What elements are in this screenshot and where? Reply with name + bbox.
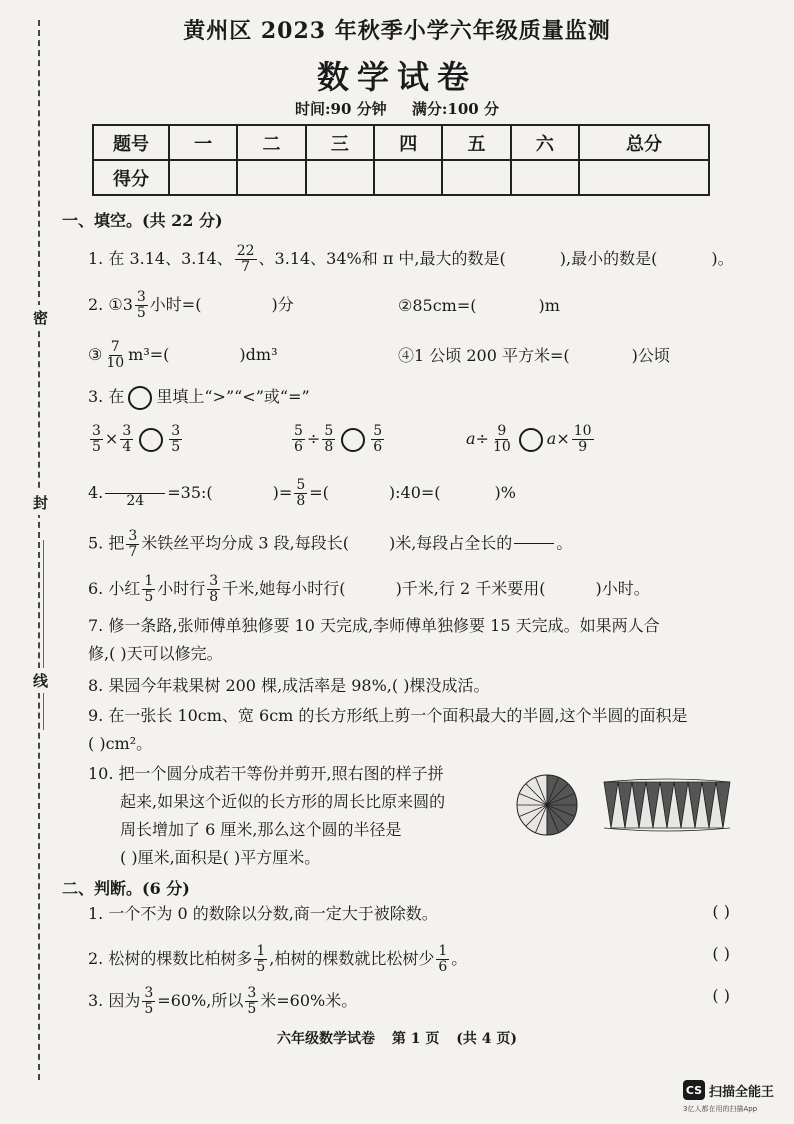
judge-2-answer[interactable]: ( ) [712, 944, 730, 963]
question-10-line4[interactable]: ( )厘米,面积是( )平方厘米。 [120, 848, 321, 867]
binding-solid-line [43, 540, 44, 730]
exam-subject: 数学试卷 [316, 58, 477, 96]
question-1: 1. 在 3.14、3.1̇4̇、 $\frac{22}{7}$ 、3.14、34%和 π 中,最大的数是( ),最小的数是( )。 [88, 243, 734, 275]
question-3b: $\frac{5}{6}$ ÷ $\frac{5}{8}$ $\frac{5}{6}$ [294, 423, 383, 455]
footer-grade: 六年级数学试卷 [277, 1031, 375, 1047]
compare-circle[interactable] [519, 428, 543, 452]
rearranged-rectangle-icon [604, 779, 730, 831]
circle-rearrange-figure [512, 770, 734, 840]
question-3c: a÷ $\frac{9}{10}$ a× $\frac{10}{9}$ [466, 423, 592, 455]
question-5: 5. 把 $\frac{3}{7}$ 米铁丝平均分成 3 段,每段长( )米,每段占全长的 。 [88, 527, 573, 560]
score-cell-6[interactable] [511, 160, 579, 195]
question-2c: ③ $\frac{7}{10}$ m³=( )dm³ [88, 339, 278, 371]
exam-full-score: 满分:100 分 [411, 100, 499, 118]
question-3a: $\frac{3}{5}$ × $\frac{3}{4}$ $\frac{3}{5}$ [92, 423, 181, 455]
judge-2: 2. 松树的棵数比柏树多 $\frac{1}{5}$ ,柏树的棵数就比松树少 $\frac{1}{6}$ 。 [88, 943, 468, 975]
score-col-3: 三 [306, 125, 374, 160]
answer-blank[interactable] [514, 528, 554, 544]
score-table [92, 124, 710, 196]
judge-3: 3. 因为 $\frac{3}{5}$ =60%,所以 $\frac{3}{5}$ 米=60%米。 [88, 985, 358, 1017]
binding-char-feng: 封 [33, 490, 48, 515]
compare-circle[interactable] [139, 428, 163, 452]
page-footer [0, 1028, 794, 1048]
judge-3-answer[interactable]: ( ) [712, 986, 730, 1005]
score-col-5: 五 [442, 125, 510, 160]
question-8[interactable]: 8. 果园今年栽果树 200 棵,成活率是 98%,( )棵没成活。 [88, 676, 490, 695]
score-col-2: 二 [237, 125, 305, 160]
footer-page: 第 1 页 [391, 1031, 440, 1047]
footer-total: (共 4 页) [456, 1031, 517, 1047]
question-4: 4. 24 =35:( )= $\frac{5}{8}$ =( ):40=( )% [88, 477, 516, 509]
score-col-total: 总分 [579, 125, 709, 160]
exam-duration: 时间:90 分钟 [295, 100, 387, 118]
score-cell-2[interactable] [237, 160, 305, 195]
question-7-line2[interactable]: 修,( )天可以修完。 [88, 644, 223, 663]
score-cell-5[interactable] [442, 160, 510, 195]
sectored-circle-icon [517, 775, 577, 835]
question-7-line1: 7. 修一条路,张师傅单独修要 10 天完成,李师傅单独修要 15 天完成。如果两人合 [88, 616, 660, 635]
score-col-label: 题号 [93, 125, 169, 160]
score-cell-4[interactable] [374, 160, 442, 195]
question-2a: 2. ①3 $\frac{3}{5}$ 小时=( )分 [88, 289, 294, 321]
brand-name: 扫描全能王 [709, 1084, 775, 1100]
score-table-score-row [93, 160, 709, 195]
score-cell-1[interactable] [169, 160, 237, 195]
score-col-4: 四 [374, 125, 442, 160]
section-judge-title: 二、判断。(6 分) [62, 879, 190, 898]
fraction: $\frac{7}{10}$ [106, 339, 125, 371]
binding-char-xian: 线 [33, 668, 48, 693]
scanner-brand [683, 1080, 774, 1100]
question-6: 6. 小红 $\frac{1}{5}$ 小时行 $\frac{3}{8}$ 千米,她每小时行( )千米,行 2 千米要用( )小时。 [88, 573, 650, 605]
answer-blank[interactable] [105, 478, 165, 494]
question-10-line3: 周长增加了 6 厘米,那么这个圆的半径是 [120, 820, 402, 839]
question-10-line2: 起来,如果这个近似的长方形的周长比原来圆的 [120, 792, 446, 811]
question-10-line1: 10. 把一个圆分成若干等份并剪开,照右图的样子拼 [88, 764, 444, 783]
exam-title: 黄州区 2023 年秋季小学六年级质量监测 [183, 18, 611, 44]
question-2b: ②85cm=( )m [398, 296, 560, 315]
score-col-6: 六 [511, 125, 579, 160]
camscanner-logo-icon: CS [683, 1080, 705, 1100]
judge-1-answer[interactable]: ( ) [712, 902, 730, 921]
brand-tagline: 3亿人都在用的扫描App [683, 1105, 758, 1113]
question-3: 3. 在 里填上“>”“<”或“=” [88, 385, 310, 410]
section-fill-blank-title: 一、填空。(共 22 分) [62, 211, 223, 230]
score-row-label: 得分 [93, 160, 169, 195]
score-table-header-row [93, 125, 709, 160]
binding-char-mi: 密 [33, 305, 48, 330]
binding-dashed-line [38, 20, 40, 1080]
question-9-line1: 9. 在一张长 10cm、宽 6cm 的长方形纸上剪一个面积最大的半圆,这个半圆的面积是 [88, 706, 688, 725]
score-cell-total[interactable] [579, 160, 709, 195]
exam-time-info [0, 98, 794, 119]
compare-circle[interactable] [341, 428, 365, 452]
fraction: $\frac{22}{7}$ [236, 243, 255, 275]
score-col-1: 一 [169, 125, 237, 160]
question-9-line2[interactable]: ( )cm²。 [88, 734, 153, 753]
score-cell-3[interactable] [306, 160, 374, 195]
compare-circle-icon [128, 386, 152, 410]
fraction: $\frac{3}{5}$ [136, 289, 146, 321]
judge-1: 1. 一个不为 0 的数除以分数,商一定大于被除数。 [88, 904, 438, 923]
question-2d: ④1 公顷 200 平方米=( )公顷 [398, 346, 670, 365]
